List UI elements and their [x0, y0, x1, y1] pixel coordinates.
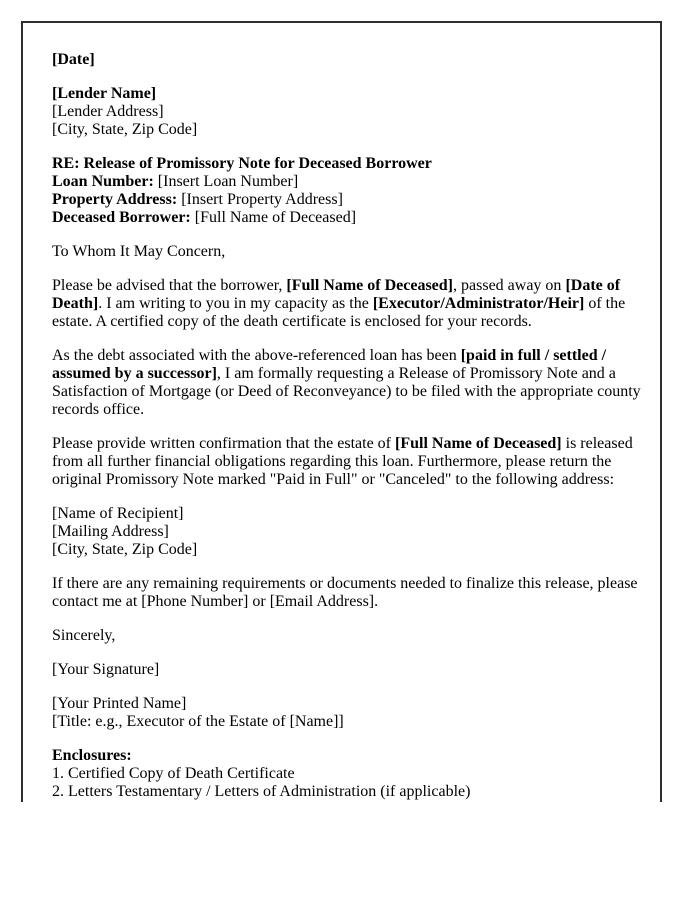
recipient-city-line: [City, State, Zip Code]	[52, 541, 198, 558]
property-address-line: Property Address: [Insert Property Address]	[52, 191, 343, 208]
loan-number-line: Loan Number: [Insert Loan Number]	[52, 173, 299, 190]
lender-city-line: [City, State, Zip Code]	[52, 121, 198, 138]
title-line: [Title: e.g., Executor of the Estate of [Name]]	[52, 713, 344, 730]
recipient-mailing-line: [Mailing Address]	[52, 523, 169, 540]
printed-name-line: [Your Printed Name]	[52, 695, 187, 712]
enclosure-item-1: 1. Certified Copy of Death Certificate	[52, 765, 295, 782]
date-line	[52, 51, 652, 69]
subject-block	[52, 155, 652, 227]
salutation-line	[52, 243, 652, 261]
signer-block	[52, 695, 652, 731]
signature-placeholder: [Your Signature]	[52, 661, 160, 678]
closing-line	[52, 627, 652, 645]
enclosure-item-2: 2. Letters Testamentary / Letters of Administration (if applicable)	[52, 783, 471, 800]
lender-address-block	[52, 85, 652, 139]
date-placeholder: [Date]	[52, 51, 95, 68]
paragraph-request: As the debt associated with the above-referenced loan has been [paid in full / settled / assumed by a successor], I am formally requesting a Release of Promissory Note and a Satisfaction of Mortgage (or Deed of Reconveyance) to be filed with the appropriate county records office.	[52, 347, 641, 418]
lender-address-line: [Lender Address]	[52, 103, 164, 120]
signature-line	[52, 661, 652, 679]
closing-text: Sincerely,	[52, 627, 116, 644]
recipient-name-line: [Name of Recipient]	[52, 505, 184, 522]
salutation-text: To Whom It May Concern,	[52, 243, 226, 260]
letter-sheet	[21, 21, 662, 802]
deceased-borrower-line: Deceased Borrower: [Full Name of Deceased]	[52, 209, 357, 226]
enclosures-heading: Enclosures:	[52, 747, 132, 764]
recipient-address-block	[52, 505, 652, 559]
paragraph-notification: Please be advised that the borrower, [Full Name of Deceased], passed away on [Date of Death]. I am writing to you in my capacity as the [Executor/Administrator/Heir] of the estate. A certified copy of the death certificate is enclosed for your records.	[52, 277, 626, 330]
re-subject-line: RE: Release of Promissory Note for Deceased Borrower	[52, 155, 432, 172]
lender-name-line: [Lender Name]	[52, 85, 157, 102]
enclosures-block	[52, 747, 652, 801]
paragraph-contact: If there are any remaining requirements or documents needed to finalize this release, please contact me at [Phone Number] or [Email Address].	[52, 575, 638, 610]
paragraph-confirmation: Please provide written confirmation that the estate of [Full Name of Deceased] is released from all further financial obligations regarding this loan. Furthermore, please return the original Promissory Note marked "Paid in Full" or "Canceled" to the following address:	[52, 435, 633, 488]
